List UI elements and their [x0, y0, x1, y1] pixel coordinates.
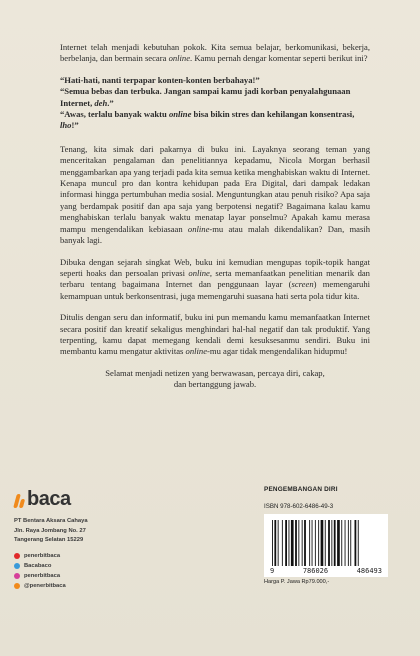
- quote-2: “Semua bebas dan terbuka. Jangan sampai kamu jadi korban penyalahgunaan Internet, deh.”: [60, 86, 351, 108]
- social-email: @penerbitbaca: [14, 581, 214, 591]
- barcode-bar: [318, 520, 319, 566]
- social-links: [14, 551, 214, 591]
- barcode-digits: 9 786026 486493: [270, 567, 382, 575]
- publisher-block: [14, 488, 214, 591]
- paragraph-topics: Dibuka dengan sejarah singkat Web, buku ini kemudian mengupas topik-topik hangat seperti hoaks dan persoalan privasi online, serta memanfaatkan penelitian menarik dan terbaru tentang bagaimana Internet dan penggunaan layar (screen) memengaruhi kemampuan untuk berkonsentrasi, juga memengaruhi suasana hati serta pola tidur kita.: [60, 256, 370, 301]
- barcode-bar: [298, 520, 299, 566]
- barcode-bar: [302, 520, 303, 566]
- paragraph-expert: Tenang, kita simak dari pakarnya di buku ini. Layaknya seorang teman yang menceritakan pengalaman dan penelitiannya kepadamu, Nicola Morgan berhasil menggambarkan apa yang terjadi pada kita semua ketika menghabiskan waktu di Internet. Kenapa muncul pro dan kontra kehidupan pada Era Digital, dari dampak ledakan informasi hingga pertumbuhan media sosial. Menguntungkan atau penuh risiko? Apa saja yang berdampak positif dan apa saja yang berpotensi negatif? Bagaimana kalau kamu menghabiskan terlalu banyak waktu menatap layar ponselmu? Apakah kamu merasa mampu mengendalikan kebiasaan online-mu atau malah dikendalikan? Dan, masih banyak lagi.: [60, 143, 370, 246]
- barcode-bar: [321, 520, 324, 566]
- email-icon: [14, 583, 20, 589]
- social-pinterest: penerbitbaca: [14, 551, 214, 561]
- barcode-bar: [312, 520, 313, 566]
- quote-3: “Awas, terlalu banyak waktu online bisa bikin stres dan kehilangan konsentrasi, lho!”: [60, 109, 355, 131]
- barcode-bar: [337, 520, 340, 566]
- barcode-bar: [304, 520, 306, 566]
- quotes-block: [60, 75, 370, 132]
- barcode-bar: [341, 520, 342, 566]
- closing-text: Selamat menjadi netizen yang berwawasan, percaya diri, cakap, dan bertanggung jawab.: [105, 367, 325, 390]
- quote-1: “Hati-hati, nanti terpapar konten-konten berbahaya!”: [60, 74, 260, 85]
- barcode-bar: [285, 520, 287, 566]
- barcode-bar: [355, 520, 357, 566]
- pinterest-icon: [14, 553, 20, 559]
- barcode-bar: [309, 520, 310, 566]
- paragraph-guide: Ditulis dengan seru dan informatif, buku ini pun memandu kamu memanfaatkan Internet secara positif dan kreatif sekaligus menghindari hal-hal negatif dan tak produktif. Yang terpenting, kamu dapat memegang kendali demi kesuksesanmu sendiri. Buku ini membantu kamu mengatur aktivitas online-mu agar tidak mengendalikan hidupmu!: [60, 312, 370, 357]
- barcode-bar: [334, 520, 336, 566]
- barcode: [264, 514, 388, 577]
- twitter-icon: [14, 563, 20, 569]
- paragraph-intro: Internet telah menjadi kebutuhan pokok. Kita semua belajar, berkomunikasi, bekerja, berbelanja, dan bermain secara online. Kamu pernah dengar komentar seperti berikut ini?: [60, 42, 370, 64]
- barcode-bar: [348, 520, 349, 566]
- barcode-bar: [274, 520, 276, 566]
- publisher-logo: baca: [14, 488, 214, 511]
- isbn-text: ISBN 978-602-6486-49-3: [264, 503, 334, 510]
- barcode-bar: [289, 520, 290, 566]
- social-twitter: Bacabaco: [14, 561, 214, 571]
- barcode-bar: [282, 520, 283, 566]
- barcode-bar: [328, 520, 330, 566]
- barcode-bar: [278, 520, 279, 566]
- barcode-bar: [345, 520, 346, 566]
- category-label: PENGEMBANGAN DIRI: [264, 486, 338, 493]
- isbn-block: [264, 486, 398, 585]
- publisher-address: PT Bentara Aksara Cahaya Jln. Raya Jombang No. 27 Tangerang Selatan 15229: [14, 518, 88, 543]
- barcode-bar: [291, 520, 294, 566]
- barcode-bar: [350, 520, 351, 566]
- baca-logo-icon: [14, 492, 24, 508]
- instagram-icon: [14, 573, 20, 579]
- price-label: Harga P. Jawa Rp79.000,-: [264, 579, 330, 585]
- barcode-bar: [331, 520, 332, 566]
- barcode-bar: [315, 520, 316, 566]
- barcode-bar: [295, 520, 297, 566]
- blurb: [60, 42, 370, 401]
- barcode-bars: [270, 520, 382, 566]
- barcode-bar: [358, 520, 359, 566]
- barcode-bar: [272, 520, 273, 566]
- social-instagram: penerbitbaca: [14, 571, 214, 581]
- barcode-bar: [325, 520, 326, 566]
